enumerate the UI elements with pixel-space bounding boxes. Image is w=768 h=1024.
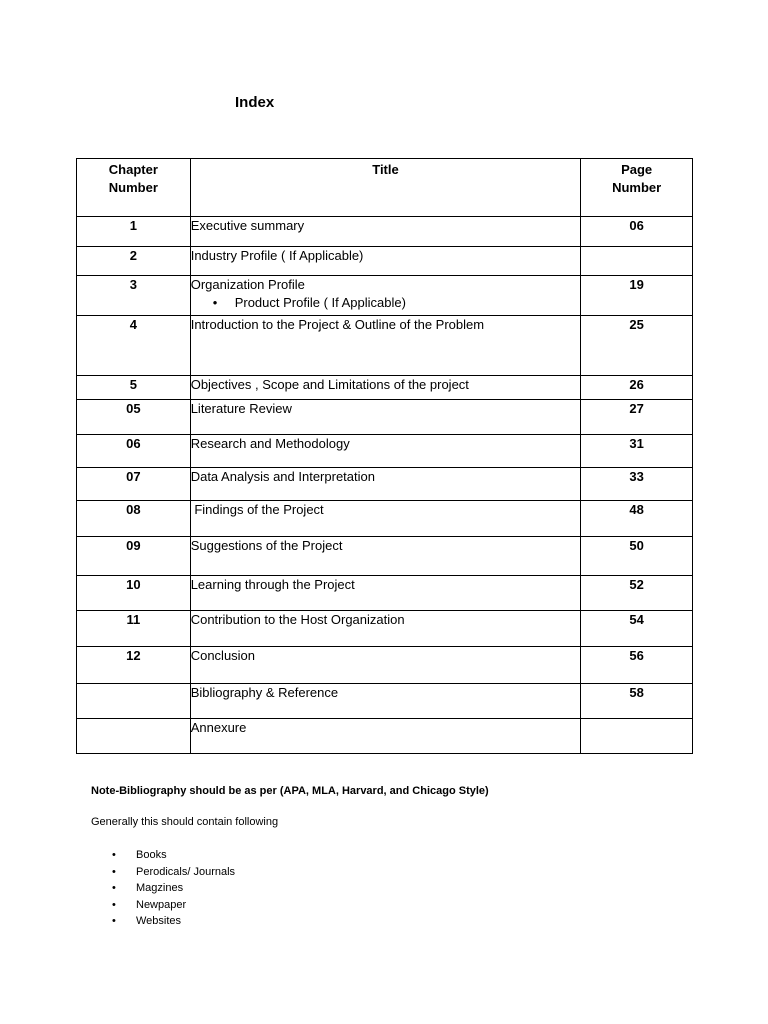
chapter-number	[77, 684, 191, 719]
chapter-title	[190, 247, 581, 276]
page-number: 52	[581, 576, 693, 611]
chapter-number: 1	[77, 217, 191, 247]
header-chapter-number: Chapter Number	[77, 159, 191, 217]
header-title: Title	[190, 159, 581, 217]
page-number: 58	[581, 684, 693, 719]
page-number: 48	[581, 501, 693, 537]
list-item	[112, 913, 235, 930]
page-number: 54	[581, 611, 693, 647]
source-label: Newpaper	[136, 898, 187, 911]
chapter-number: 05	[77, 400, 191, 435]
chapter-title	[190, 684, 581, 719]
bullet-icon: •	[112, 865, 116, 878]
source-label: Magzines	[136, 882, 184, 895]
chapter-title	[190, 468, 581, 501]
chapter-title	[190, 435, 581, 468]
chapter-title-text: Contribution to the Host Organization	[190, 612, 405, 627]
table-row	[77, 217, 693, 247]
chapter-title-text: Suggestions of the Project	[190, 538, 343, 553]
table-row	[77, 247, 693, 276]
sub-item-text: Product Profile ( If Applicable)	[234, 295, 406, 310]
header-page-number: Page Number	[581, 159, 693, 217]
chapter-number: 09	[77, 537, 191, 576]
chapter-number: 3	[77, 276, 191, 316]
chapter-title	[190, 217, 581, 247]
page-number: 56	[581, 647, 693, 684]
chapter-title	[190, 537, 581, 576]
bullet-icon: •	[112, 882, 116, 895]
chapter-title-text: Executive summary	[190, 218, 305, 233]
chapter-number	[77, 719, 191, 754]
index-table	[76, 158, 693, 754]
chapter-number: 4	[77, 316, 191, 376]
source-label: Perodicals/ Journals	[136, 865, 236, 878]
chapter-title-text: Annexure	[190, 720, 247, 735]
sources-list	[112, 847, 235, 930]
source-label: Books	[136, 849, 167, 861]
page-number: 31	[581, 435, 693, 468]
chapter-number: 06	[77, 435, 191, 468]
chapter-title	[190, 376, 581, 400]
chapter-title	[190, 647, 581, 684]
chapter-title	[190, 501, 581, 537]
chapter-title-text: Bibliography & Reference	[190, 685, 339, 700]
chapter-title-text: Learning through the Project	[190, 577, 355, 592]
chapter-title-text: Research and Methodology	[190, 436, 350, 451]
chapter-title-text: Objectives , Scope and Limitations of the project	[190, 377, 469, 392]
page-number: 33	[581, 468, 693, 501]
chapter-title-text: Data Analysis and Interpretation	[190, 469, 375, 484]
page-title: Index	[235, 94, 275, 111]
page-number	[581, 247, 693, 276]
table-row	[77, 576, 693, 611]
page-number: 50	[581, 537, 693, 576]
chapter-title-text: Findings of the Project	[190, 502, 324, 517]
list-item	[112, 847, 235, 864]
chapter-title	[190, 316, 581, 376]
bullet-icon: •	[112, 915, 116, 928]
chapter-title-text: Organization Profile	[190, 277, 305, 292]
page-number: 19	[581, 276, 693, 316]
table-row	[77, 276, 693, 316]
page-number: 26	[581, 376, 693, 400]
chapter-number: 10	[77, 576, 191, 611]
bullet-icon: •	[212, 295, 218, 310]
chapter-title	[190, 276, 581, 316]
page-number: 06	[581, 217, 693, 247]
chapter-number: 07	[77, 468, 191, 501]
table-row	[77, 468, 693, 501]
table-row	[77, 501, 693, 537]
bullet-icon: •	[112, 898, 116, 911]
table-row	[77, 684, 693, 719]
page-number	[581, 719, 693, 754]
table-row	[77, 435, 693, 468]
table-row	[77, 376, 693, 400]
chapter-title-text: Literature Review	[190, 401, 292, 416]
chapter-number: 2	[77, 247, 191, 276]
sources-intro: Generally this should contain following	[91, 816, 279, 828]
page-number: 27	[581, 400, 693, 435]
table-row	[77, 400, 693, 435]
chapter-title-text: Introduction to the Project & Outline of the Problem	[190, 317, 485, 332]
table-row	[77, 537, 693, 576]
chapter-title-text: Industry Profile ( If Applicable)	[190, 248, 364, 263]
table-row	[77, 647, 693, 684]
table-row	[77, 316, 693, 376]
source-label: Websites	[136, 915, 182, 928]
chapter-number: 5	[77, 376, 191, 400]
list-item	[112, 897, 235, 914]
bibliography-note: Note-Bibliography should be as per (APA, MLA, Harvard, and Chicago Style)	[91, 785, 489, 797]
chapter-title	[190, 400, 581, 435]
chapter-number: 11	[77, 611, 191, 647]
chapter-title	[190, 719, 581, 754]
chapter-number: 12	[77, 647, 191, 684]
chapter-title	[190, 576, 581, 611]
list-item	[112, 864, 235, 881]
table-header-row	[77, 159, 693, 217]
page-number: 25	[581, 316, 693, 376]
bullet-icon: •	[112, 849, 116, 861]
sub-bullet-item	[191, 294, 581, 312]
chapter-number: 08	[77, 501, 191, 537]
table-row	[77, 719, 693, 754]
table-row	[77, 611, 693, 647]
chapter-title	[190, 611, 581, 647]
list-item	[112, 880, 235, 897]
chapter-title-text: Conclusion	[190, 648, 256, 663]
